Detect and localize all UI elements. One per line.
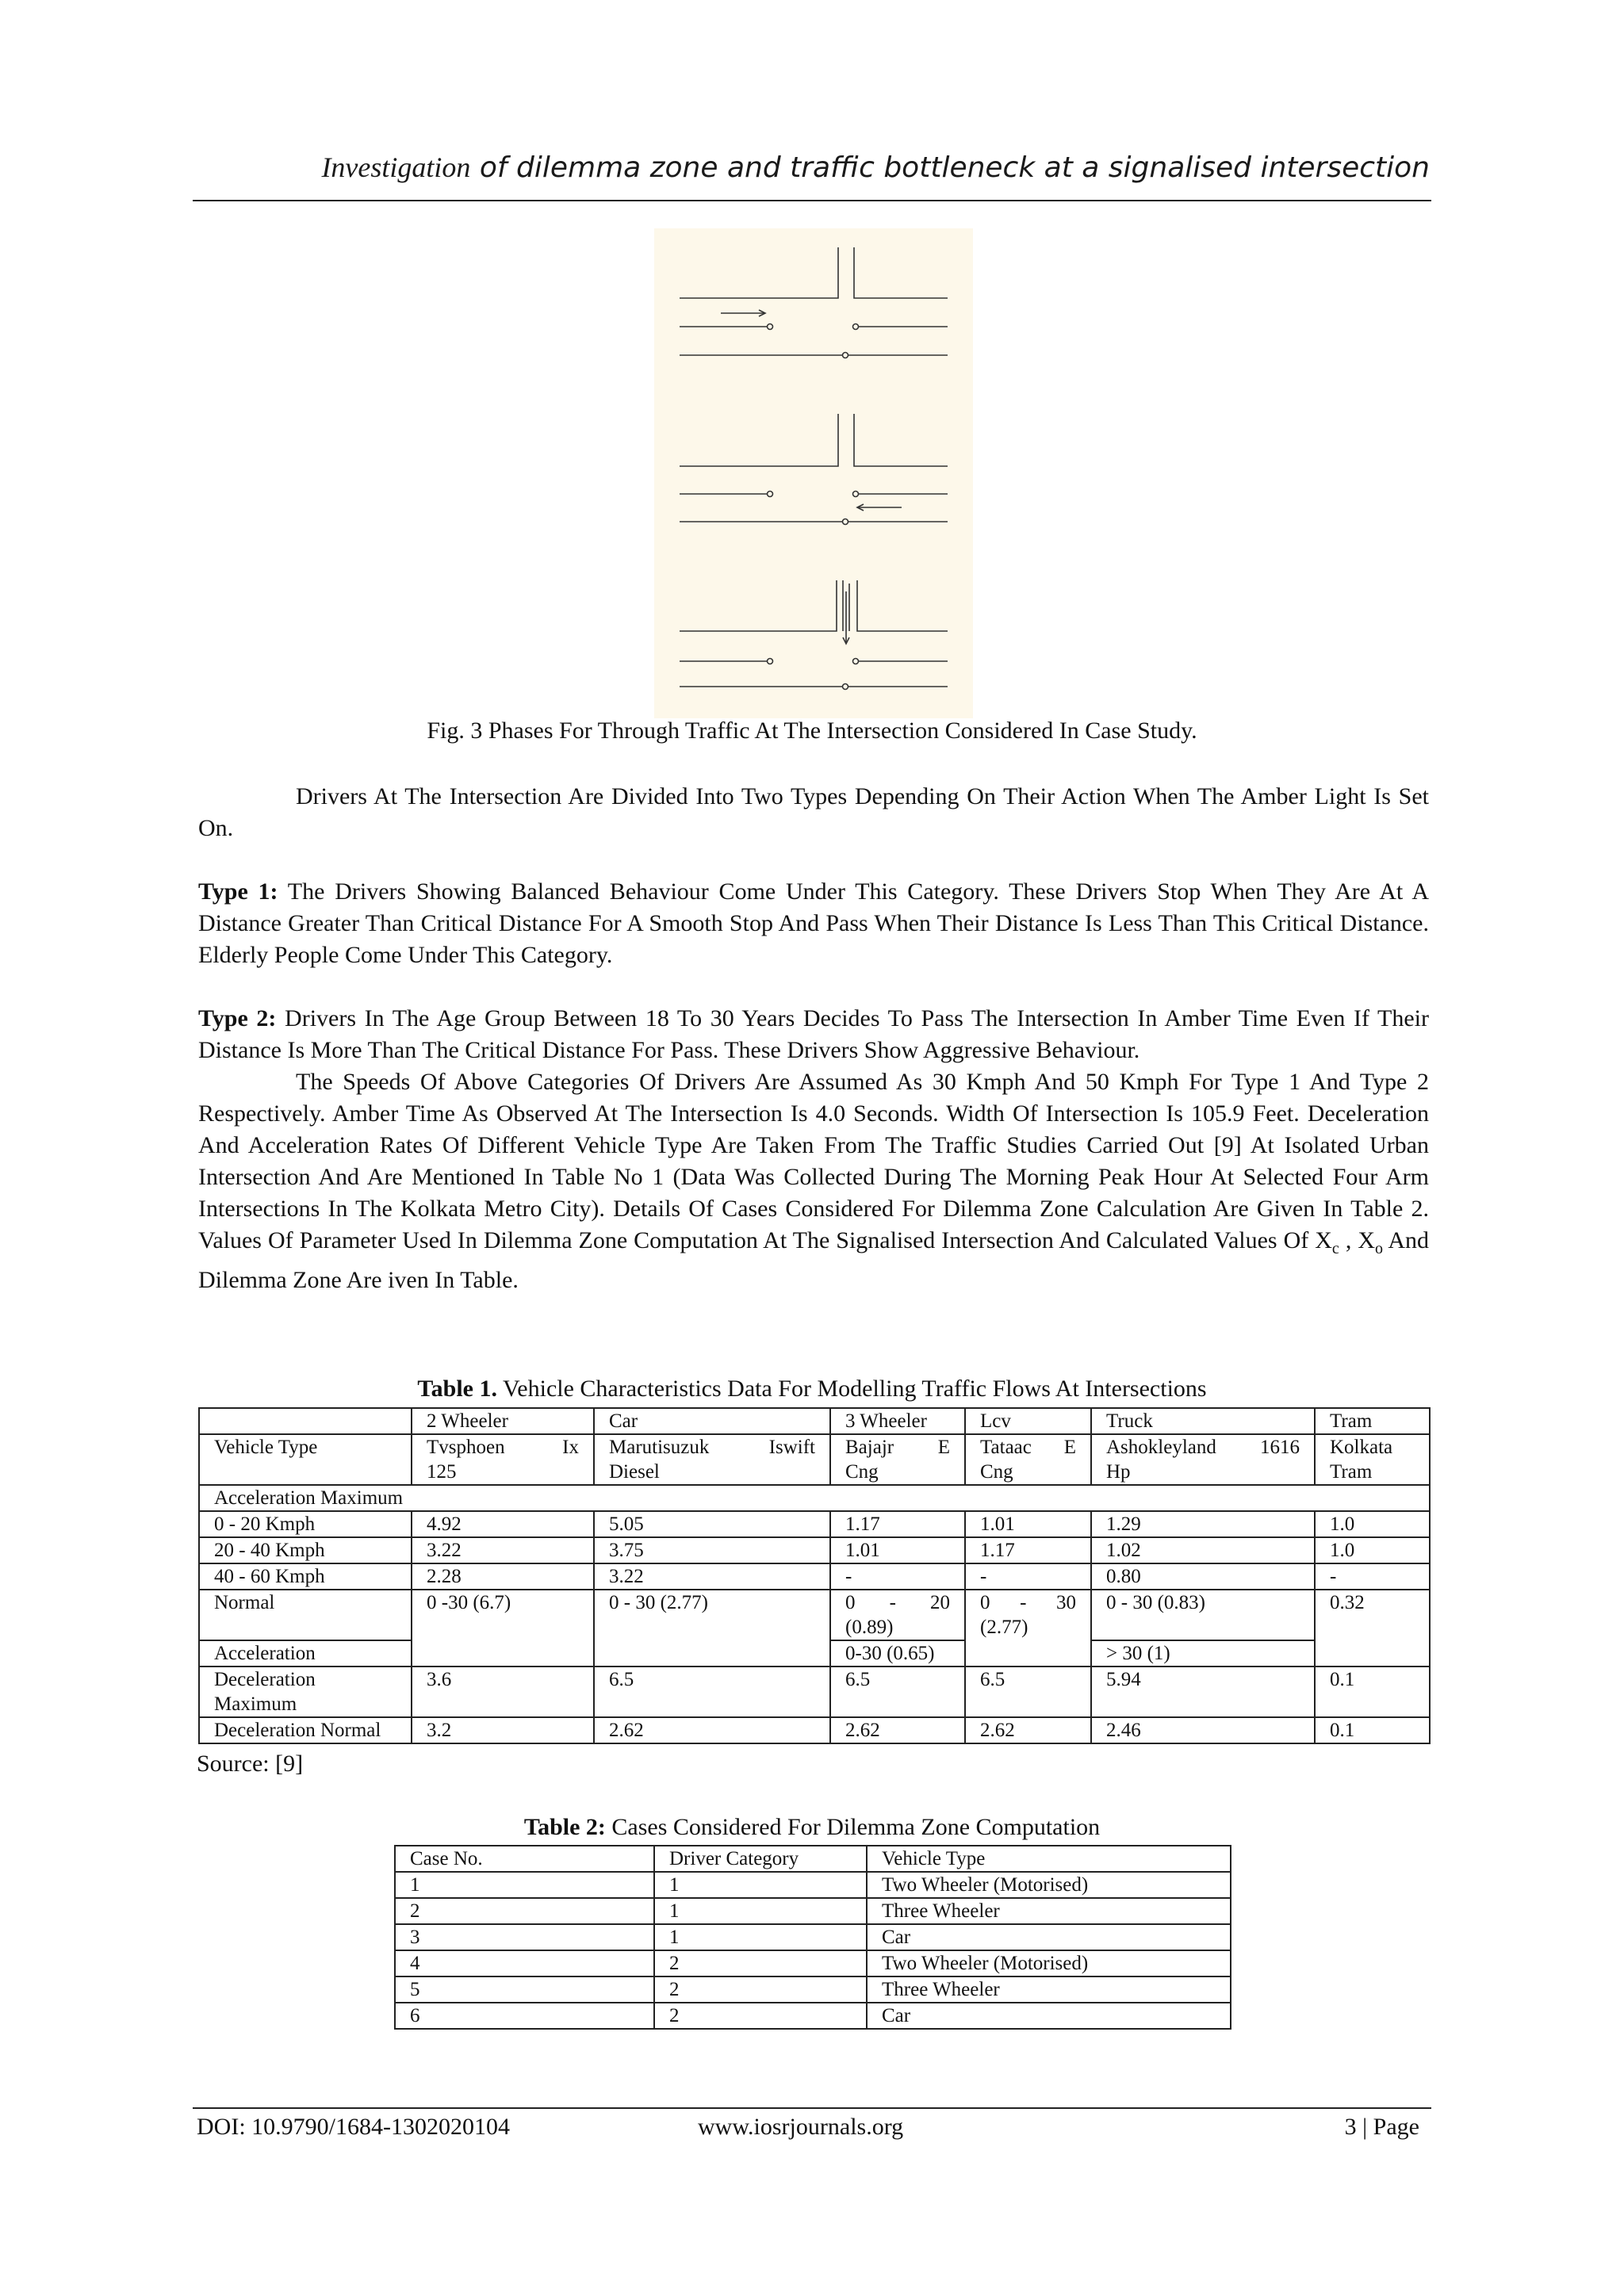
table-cell: 1	[395, 1872, 654, 1898]
table-cell: 1.17	[830, 1511, 965, 1537]
phase-2-diagram	[680, 414, 948, 525]
vehicle-characteristics-table	[198, 1407, 1431, 1744]
table-cell: 20 - 40 Kmph	[199, 1537, 412, 1563]
table-cell: 1	[654, 1924, 867, 1950]
phase-1-diagram	[680, 247, 948, 358]
table-row	[395, 1924, 1231, 1950]
phase-diagram-figure	[654, 228, 973, 718]
table-cell: 3.22	[594, 1563, 830, 1590]
cell-text: Ix	[562, 1437, 579, 1458]
table1-title: Vehicle Characteristics Data For Modelling Traffic Flows At Intersections	[497, 1376, 1207, 1402]
cell-text: (0.89)	[845, 1617, 894, 1638]
subscript-c: c	[1331, 1240, 1339, 1257]
type2-text: Drivers In The Age Group Between 18 To 30 Years Decides To Pass The Intersection In Amber Time Even If Their Distance Is More Than The Critical Distance For Pass. These Drivers Show Aggressive Behaviour.	[198, 1005, 1429, 1063]
cell-text: Iswift	[768, 1437, 815, 1458]
table-cell: 2.62	[594, 1717, 830, 1743]
table-cell: 40 - 60 Kmph	[199, 1563, 412, 1590]
table-cell: 2	[395, 1898, 654, 1924]
table-cell: 2 Wheeler	[412, 1408, 594, 1434]
table-cell	[412, 1434, 594, 1485]
table-cell: Truck	[1091, 1408, 1315, 1434]
table-cell: 0.1	[1315, 1667, 1430, 1717]
table-cell: 5.94	[1091, 1667, 1315, 1717]
table-cell: 0 - 20 Kmph	[199, 1511, 412, 1537]
cell-text: Tram	[1330, 1461, 1373, 1483]
cell-text: -	[1020, 1592, 1027, 1613]
speeds-text-end: And Dilemma Zone Are iven In Table.	[198, 1227, 1429, 1293]
cell-text: Hp	[1106, 1461, 1131, 1483]
table-cell: 2.62	[965, 1717, 1091, 1743]
table-cell: 2.46	[1091, 1717, 1315, 1743]
table-row	[199, 1590, 1430, 1640]
table-cell	[199, 1408, 412, 1434]
table-cell: 0.80	[1091, 1563, 1315, 1590]
table-cell: 1.01	[965, 1511, 1091, 1537]
figure-caption: Fig. 3 Phases For Through Traffic At The Intersection Considered In Case Study.	[427, 718, 1197, 744]
separator-text: , X	[1339, 1227, 1375, 1253]
footer-doi: DOI: 10.9790/1684-1302020104	[197, 2114, 510, 2140]
phase-diagram-svg	[654, 228, 973, 718]
cell-text: Bajajr	[845, 1437, 894, 1458]
intro-text: Drivers At The Intersection Are Divided Into Two Types Depending On Their Action When The Amber Light Is Set On.	[198, 783, 1429, 841]
table-cell	[199, 1485, 412, 1511]
table-cell: Vehicle Type	[199, 1434, 412, 1485]
table-row	[199, 1485, 1430, 1511]
cases-table	[394, 1845, 1231, 2030]
table2-label: Table 2:	[523, 1814, 606, 1840]
table-row	[395, 1846, 1231, 1872]
table-cell: 1.17	[965, 1537, 1091, 1563]
table-cell: 1	[654, 1898, 867, 1924]
table-cell: 3	[395, 1924, 654, 1950]
table-row	[199, 1537, 1430, 1563]
cell-text: Marutisuzuk	[609, 1437, 710, 1458]
table-cell: Tram	[1315, 1408, 1430, 1434]
table-cell: Car	[867, 2003, 1231, 2029]
table-cell	[830, 1590, 965, 1640]
table-cell: -	[965, 1563, 1091, 1590]
cell-text: 20	[929, 1592, 950, 1613]
header-rule	[193, 200, 1431, 201]
table-row	[199, 1717, 1430, 1743]
cell-text: Cng	[980, 1461, 1013, 1483]
type2-label: Type 2:	[198, 1005, 277, 1031]
table-cell: 4.92	[412, 1511, 594, 1537]
table-cell: 2.62	[830, 1717, 965, 1743]
intro-paragraph	[198, 781, 1429, 844]
cell-text: Kolkata	[1330, 1437, 1393, 1458]
table-cell: Lcv	[965, 1408, 1091, 1434]
type1-text: The Drivers Showing Balanced Behaviour Come Under This Category. These Drivers Stop When They Are At A Distance Greater Than Critical Distance For A Smooth Stop And Pass When Their Distance Is Less Than This Critical Distance. Elderly People Come Under This Category.	[198, 878, 1429, 968]
speeds-text: The Speeds Of Above Categories Of Drivers Are Assumed As 30 Kmph And 50 Kmph For Type 1 And Type 2 Respectively. Amber Time As Observed At The Intersection Is 4.0 Seconds. Width Of Intersection Is 105.9 Feet. Deceleration And Acceleration Rates Of Different Vehicle Type Are Taken From The Traffic Studies Carried Out [9] At Isolated Urban Intersection And Are Mentioned In Table No 1 (Data Was Collected During The Morning Peak Hour At Selected Four Arm Intersections In The Kolkata Metro City). Details Of Cases Considered For Dilemma Zone Calculation Are Given In Table 2. Values Of Parameter Used In Dilemma Zone Computation At The Signalised Intersection And Calculated Values Of X	[198, 1069, 1429, 1253]
cell-text: (2.77)	[980, 1617, 1028, 1638]
table-cell: 1.29	[1091, 1511, 1315, 1537]
table-cell	[594, 1434, 830, 1485]
type2-paragraph	[198, 1003, 1429, 1296]
phase-3-diagram	[680, 580, 948, 690]
table-row	[395, 1950, 1231, 1976]
table1-label: Table 1.	[417, 1376, 497, 1402]
table-cell	[412, 1485, 1430, 1511]
table-cell: Two Wheeler (Motorised)	[867, 1950, 1231, 1976]
type1-label: Type 1:	[198, 878, 278, 905]
table-cell: 6.5	[594, 1667, 830, 1717]
table-cell: 2	[654, 1976, 867, 2003]
table-cell: Deceleration Maximum	[199, 1667, 412, 1717]
cell-text: Acceleration Maximum	[214, 1487, 404, 1509]
table-cell: Car	[594, 1408, 830, 1434]
table-cell: 3.2	[412, 1717, 594, 1743]
cell-text: 0	[845, 1592, 856, 1613]
table-cell: -	[830, 1563, 965, 1590]
cell-text: 1616	[1260, 1437, 1300, 1458]
table-cell: 3 Wheeler	[830, 1408, 965, 1434]
cell-text: 30	[1055, 1592, 1076, 1613]
header-title-first-word: Investigation	[321, 151, 471, 183]
header-title-rest: of dilemma zone and traffic bottleneck at a signalised intersection	[470, 151, 1430, 184]
table-cell: 1.0	[1315, 1511, 1430, 1537]
table-cell	[965, 1590, 1091, 1667]
table-cell	[830, 1434, 965, 1485]
table-cell: Acceleration	[199, 1640, 412, 1667]
table-cell: Three Wheeler	[867, 1976, 1231, 2003]
cell-text: -	[889, 1592, 896, 1613]
table-cell: 6.5	[830, 1667, 965, 1717]
table-row	[395, 2003, 1231, 2029]
table-cell: 1	[654, 1872, 867, 1898]
footer-url: www.iosrjournals.org	[698, 2114, 904, 2140]
table-row	[395, 1872, 1231, 1898]
table-cell: 1.02	[1091, 1537, 1315, 1563]
table-cell	[1315, 1434, 1430, 1485]
table-cell: 2	[654, 2003, 867, 2029]
table-cell: 6	[395, 2003, 654, 2029]
table-cell: 2	[654, 1950, 867, 1976]
table-cell: Normal	[199, 1590, 412, 1640]
table2-caption	[394, 1814, 1230, 1841]
table-cell: 5.05	[594, 1511, 830, 1537]
cell-text: Ashokleyland	[1106, 1437, 1216, 1458]
table-cell: > 30 (1)	[1091, 1640, 1315, 1667]
table-cell: 6.5	[965, 1667, 1091, 1717]
table-row	[395, 1976, 1231, 2003]
table2-title: Cases Considered For Dilemma Zone Computation	[605, 1814, 1101, 1840]
table-row	[199, 1667, 1430, 1717]
cell-text: Tataac	[980, 1437, 1032, 1458]
table-cell: 0.1	[1315, 1717, 1430, 1743]
table-row	[199, 1408, 1430, 1434]
table-cell: 1.0	[1315, 1537, 1430, 1563]
table-cell: 4	[395, 1950, 654, 1976]
table-cell: 0 - 30 (2.77)	[594, 1590, 830, 1667]
table-cell: 0.32	[1315, 1590, 1430, 1667]
table-cell: Three Wheeler	[867, 1898, 1231, 1924]
table-cell: -	[1315, 1563, 1430, 1590]
table-cell	[965, 1434, 1091, 1485]
table-row	[199, 1563, 1430, 1590]
footer-page-number: 3 | Page	[1344, 2114, 1419, 2140]
table-row	[395, 1898, 1231, 1924]
table-cell: 0-30 (0.65)	[830, 1640, 965, 1667]
table-cell: Driver Category	[654, 1846, 867, 1872]
cell-text: 0	[980, 1592, 990, 1613]
footer-rule	[193, 2107, 1431, 2109]
type1-paragraph	[198, 876, 1429, 971]
table-cell: 2.28	[412, 1563, 594, 1590]
cell-text: Cng	[845, 1461, 879, 1483]
table-cell	[1091, 1434, 1315, 1485]
table-row	[199, 1434, 1430, 1485]
running-header	[193, 151, 1430, 184]
table-row	[199, 1511, 1430, 1537]
table-cell: Vehicle Type	[867, 1846, 1231, 1872]
table-cell: Case No.	[395, 1846, 654, 1872]
table-cell: 1.01	[830, 1537, 965, 1563]
cell-text: 125	[427, 1461, 457, 1483]
table1-caption	[193, 1376, 1431, 1402]
table-cell: Two Wheeler (Motorised)	[867, 1872, 1231, 1898]
subscript-o: o	[1374, 1240, 1383, 1257]
table-cell: 3.6	[412, 1667, 594, 1717]
table-cell: 3.75	[594, 1537, 830, 1563]
cell-text: Tvsphoen	[427, 1437, 505, 1458]
cell-text: Diesel	[609, 1461, 660, 1483]
table1-source: Source: [9]	[197, 1751, 304, 1777]
cell-text: E	[937, 1437, 950, 1458]
table-cell: Deceleration Normal	[199, 1717, 412, 1743]
table-cell: 0 - 30 (0.83)	[1091, 1590, 1315, 1640]
cell-text: E	[1063, 1437, 1076, 1458]
table-cell: 5	[395, 1976, 654, 2003]
table-cell: Car	[867, 1924, 1231, 1950]
table-cell: 3.22	[412, 1537, 594, 1563]
table-cell: 0 -30 (6.7)	[412, 1590, 594, 1667]
